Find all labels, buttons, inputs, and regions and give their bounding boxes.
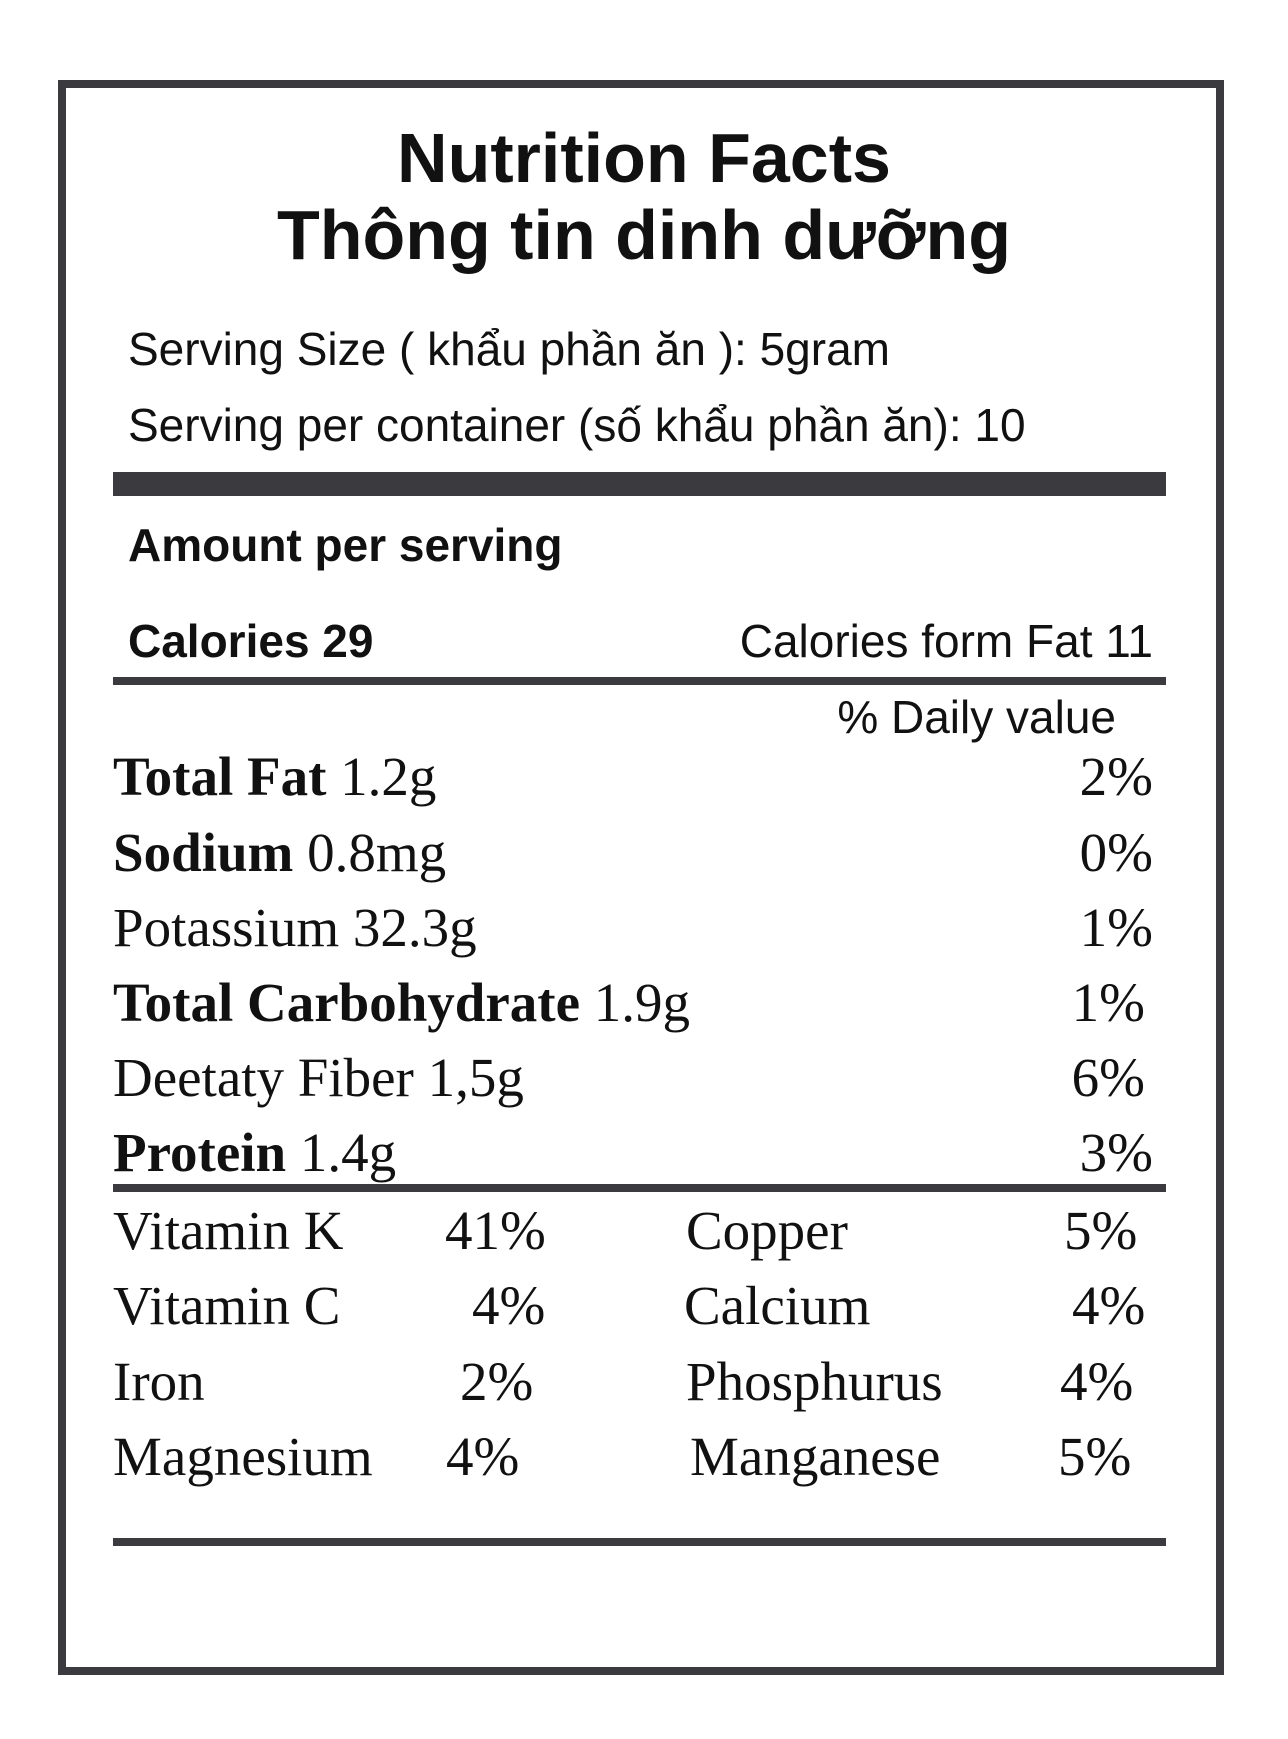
nutrient-divider bbox=[113, 1184, 1166, 1192]
mineral-pct: 5% bbox=[1058, 1426, 1132, 1487]
nutrient-row-sodium bbox=[113, 818, 1153, 888]
nutrient-amount: 1.4g bbox=[299, 1122, 397, 1183]
mineral-name: Vitamin C bbox=[113, 1275, 341, 1336]
nutrient-row-total-carbohydrate bbox=[113, 968, 1153, 1038]
mineral-name: Vitamin K bbox=[113, 1200, 344, 1261]
mineral-name: Calcium bbox=[684, 1275, 871, 1336]
mineral-pct: 4% bbox=[472, 1275, 546, 1336]
mineral-name: Iron bbox=[113, 1351, 205, 1412]
calories-divider bbox=[113, 677, 1166, 685]
servings-per-container: Serving per container (số khẩu phần ăn): 10 bbox=[128, 399, 1026, 451]
mineral-name: Copper bbox=[686, 1200, 848, 1261]
mineral-pct: 5% bbox=[1064, 1200, 1138, 1261]
nutrient-row-protein bbox=[113, 1118, 1153, 1188]
mineral-name: Manganese bbox=[690, 1426, 941, 1487]
nutrient-daily-value: 3% bbox=[1079, 1122, 1153, 1183]
mineral-name: Phosphurus bbox=[686, 1351, 943, 1412]
bottom-divider bbox=[113, 1538, 1166, 1546]
nutrient-name: Potassium 32.3g bbox=[113, 897, 477, 958]
nutrient-name: Total Fat bbox=[113, 746, 327, 807]
nutrient-daily-value: 0% bbox=[1079, 822, 1153, 883]
mineral-pct: 4% bbox=[1060, 1351, 1134, 1412]
nutrient-amount: 1.2g bbox=[340, 746, 437, 807]
nutrient-amount: 1.9g bbox=[593, 972, 691, 1033]
daily-value-header: % Daily value bbox=[837, 691, 1116, 743]
calories: Calories 29 bbox=[128, 615, 374, 667]
title-vietnamese: Thông tin dinh dưỡng bbox=[276, 196, 1012, 274]
nutrient-row-potassium bbox=[113, 893, 1153, 963]
calories-from-fat: Calories form Fat 11 bbox=[739, 615, 1153, 667]
title-english: Nutrition Facts bbox=[397, 119, 891, 197]
mineral-pct: 2% bbox=[460, 1351, 534, 1412]
nutrient-name: Sodium bbox=[113, 822, 294, 883]
mineral-pct: 41% bbox=[445, 1200, 546, 1261]
nutrient-daily-value: 6% bbox=[1071, 1047, 1145, 1108]
nutrient-daily-value: 1% bbox=[1071, 972, 1145, 1033]
nutrient-name: Deetaty Fiber 1,5g bbox=[113, 1047, 524, 1108]
nutrient-daily-value: 2% bbox=[1079, 746, 1153, 807]
nutrient-name: Protein bbox=[113, 1122, 287, 1183]
nutrient-amount: 0.8mg bbox=[307, 822, 447, 883]
mineral-pct: 4% bbox=[1072, 1275, 1146, 1336]
mineral-name: Magnesium bbox=[113, 1426, 373, 1487]
amount-per-serving: Amount per serving bbox=[128, 519, 563, 571]
nutrient-row-dietary-fiber bbox=[113, 1043, 1153, 1113]
thick-divider bbox=[113, 472, 1166, 496]
nutrient-name: Total Carbohydrate bbox=[113, 972, 581, 1033]
mineral-pct: 4% bbox=[446, 1426, 520, 1487]
nutrient-row-total-fat bbox=[113, 742, 1153, 812]
nutrient-daily-value: 1% bbox=[1079, 897, 1153, 958]
serving-size: Serving Size ( khẩu phần ăn ): 5gram bbox=[128, 323, 890, 375]
